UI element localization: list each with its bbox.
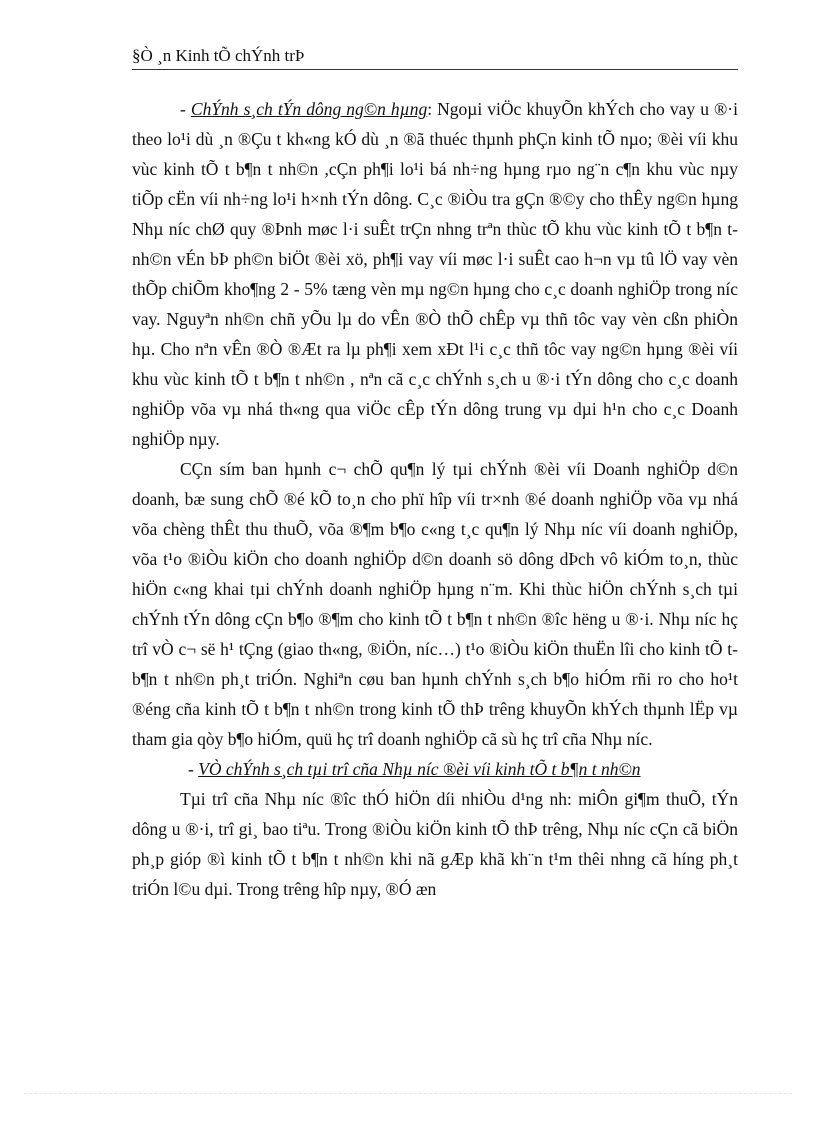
heading-state-funding: VÒ chÝnh s¸ch tµi trî cña Nhµ níc ®èi víi kinh tÕ t b¶n t nh©n bbox=[198, 759, 641, 779]
paragraph-state-funding: Tµi trî cña Nhµ níc ®îc thÓ hiÖn díi nhiÒu d¹ng nh: miÔn gi¶m thuÕ, tÝn dông u ®·i, trî gi¸ bao tiªu. Trong ®iÒu kiÖn kinh tÕ thÞ trêng, Nhµ níc cÇn cã biÖn ph¸p gióp ®ì kinh tÕ t b¶n t nh©n khi nã gÆp khã kh¨n t¹m thêi nhng cã híng ph¸t triÓn l©u dµi. Trong trêng hîp nµy, ®Ó æn bbox=[132, 789, 738, 899]
page-bottom-divider bbox=[24, 1093, 792, 1094]
list-dash: - bbox=[180, 99, 191, 119]
document-body bbox=[132, 94, 738, 904]
header-title: §Ò ¸n Kinh tÕ chÝnh trÞ bbox=[132, 46, 305, 65]
paragraph-credit-policy bbox=[132, 94, 738, 454]
heading-credit-policy: ChÝnh s¸ch tÝn dông ng©n hµng bbox=[190, 99, 428, 119]
list-dash: - bbox=[188, 759, 199, 779]
paragraph-state-funding-heading bbox=[132, 754, 738, 784]
page-header bbox=[132, 46, 738, 70]
paragraph-finance-management: CÇn sím ban hµnh c¬ chÕ qu¶n lý tµi chÝnh ®èi víi Doanh nghiÖp d©n doanh, bæ sung chÕ ®é kÕ to¸n cho phï hîp víi tr×nh ®é doanh nghiÖp võa vµ nhá võa chèng thÊt thu thuÕ, võa ®¶m b¶o c«ng t¸c qu¶n lý Nhµ níc víi doanh nghiÖp, võa t¹o ®iÒu kiÖn cho doanh nghiÖp d©n doanh sö dông dÞch vô kiÓm to¸n, thùc hiÖn c«ng khai tµi chÝnh doanh nghiÖp hµng n¨m. Khi thùc hiÖn chÝnh s¸ch tµi chÝnh tÝn dông cÇn b¶o ®¶m cho kinh tÕ t b¶n t nh©n ®îc hëng u ®·i. Nhµ níc hç trî vÒ c¬ së h¹ tÇng (giao th«ng, ®iÖn, níc…) t¹o ®iÒu kiÖn thuËn lîi cho kinh tÕ t b¶n t nh©n ph¸t triÓn. Nghiªn cøu ban hµnh chÝnh s¸ch b¶o hiÓm rñi ro cho ho¹t ®éng cña kinh tÕ t b¶n t nh©n trong kinh tÕ thÞ trêng khuyÕn khÝch thµnh lËp vµ tham gia qòy b¶o hiÓm, quü hç trî doanh nghiÖp cã sù hç trî cña Nhµ níc. bbox=[132, 459, 738, 749]
paragraph-credit-policy-text: : Ngoµi viÖc khuyÕn khÝch cho vay u ®·i theo lo¹i dù ¸n ®Çu t kh«ng kÓ dù ¸n ®ã thuéc thµnh phÇn kinh tÕ nµo; ®èi víi khu vùc kinh tÕ t b¶n t nh©n ,cÇn ph¶i lo¹i bá nh÷ng hµng rµo ng¨n c¶n khu vùc nµy tiÕp cËn víi nh÷ng lo¹i h×nh tÝn dông. C¸c ®iÒu tra gÇn ®©y cho thÊy ng©n hµng Nhµ níc chØ quy ®Þnh møc l·i suÊt trÇn nhng trªn thùc tÕ khu vùc kinh tÕ t b¶n t nh©n vÉn bÞ ph©n biÖt ®èi xö, ph¶i vay víi møc l·i suÊt cao h¬n vµ tû lÖ vay vèn thÕp chiÕm kho¶ng 2 - 5% tæng vèn mµ ng©n hµng cho c¸c doanh nghiÖp trong níc vay. Nguyªn nh©n chñ yÕu lµ do vÊn ®Ò thÕ chÊp vµ thñ tôc vay vèn cßn phiÒn hµ. Cho nªn vÊn ®Ò ®Æt ra lµ ph¶i xem xÐt l¹i c¸c thñ tôc vay ng©n hµng ®èi víi khu vùc kinh tÕ t b¶n t nh©n , nªn cã c¸c chÝnh s¸ch u ®·i tÝn dông cho c¸c doanh nghiÖp võa vµ nhá th«ng qua viÖc cÊp tÝn dông trung vµ dµi h¹n cho c¸c Doanh nghiÖp nµy. bbox=[132, 99, 738, 449]
